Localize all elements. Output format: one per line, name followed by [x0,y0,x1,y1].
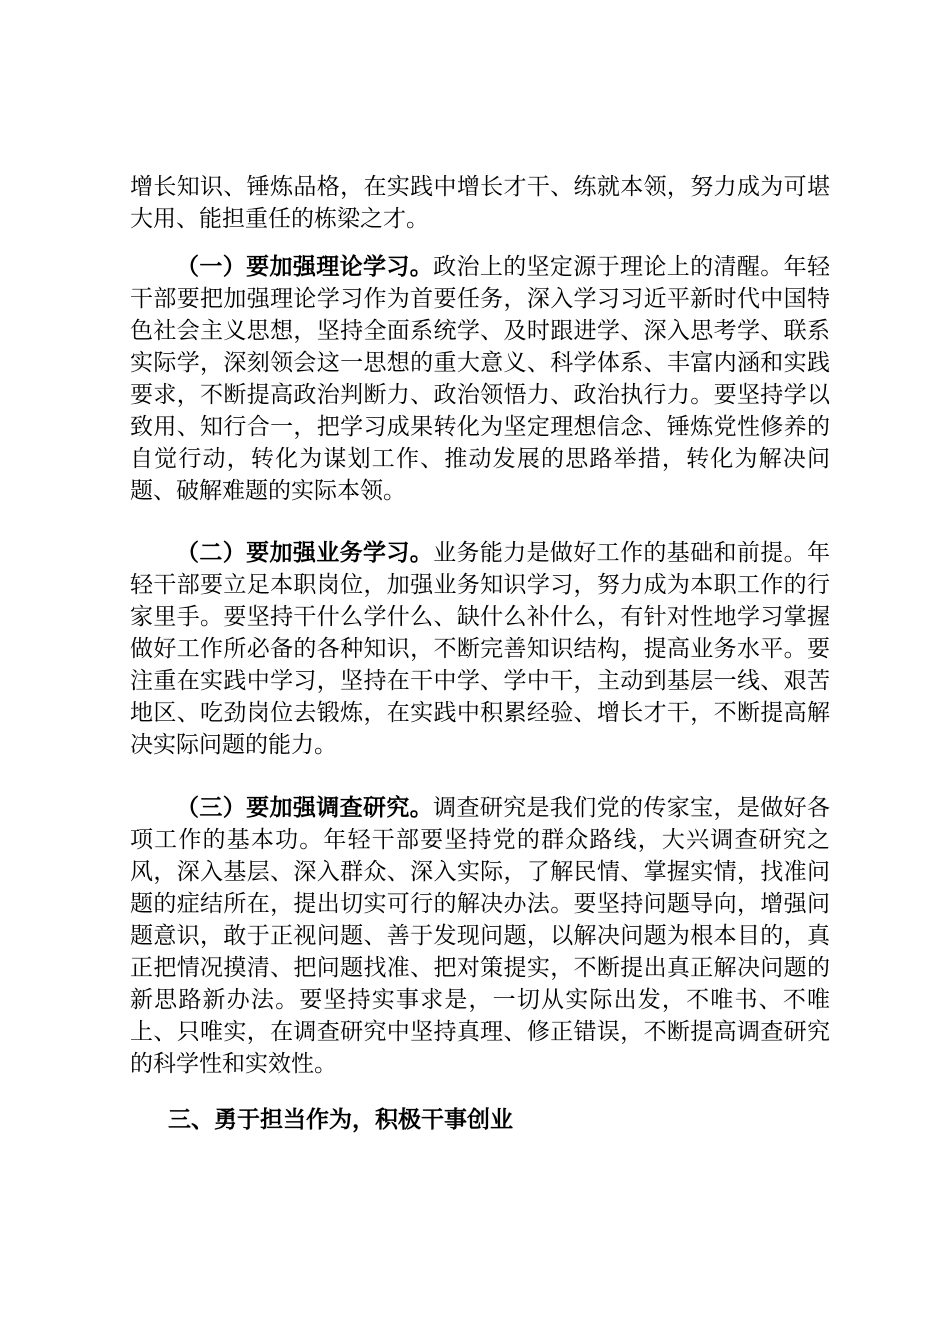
paragraph-business-study [130,537,830,761]
section-heading-three: 三、勇于担当作为，积极干事创业 [168,1107,513,1133]
paragraph-theory-study-heading: （一）要加强理论学习。 [176,254,434,280]
paragraph-investigation-research [130,792,830,1080]
paragraph-investigation-research-heading: （三）要加强调查研究。 [176,795,434,821]
paragraph-business-study-heading: （二）要加强业务学习。 [176,540,434,566]
intro-paragraph [130,171,830,235]
paragraph-business-study-text: 业务能力是做好工作的基础和前提。年轻干部要立足本职岗位，加强业务知识学习，努力成为本职工作的行家里手。要坚持干什么学什么、缺什么补什么，有针对性地学习掌握做好工作所必备的各种知识，不断完善知识结构，提高业务水平。要注重在实践中学习，坚持在干中学、学中干，主动到基层一线、艰苦地区、吃劲岗位去锻炼，在实践中积累经验、增长才干，不断提高解决实际问题的能力。 [130,540,831,758]
paragraph-investigation-research-text: 调查研究是我们党的传家宝，是做好各项工作的基本功。年轻干部要坚持党的群众路线，大兴调查研究之风，深入基层、深入群众、深入实际，了解民情、掌握实情，找准问题的症结所在，提出切实可行的解决办法。要坚持问题导向，增强问题意识，敢于正视问题、善于发现问题，以解决问题为根本目的，真正把情况摸清、把问题找准、把对策提实，不断提出真正解决问题的新思路新办法。要坚持实事求是，一切从实际出发，不唯书、不唯上、只唯实，在调查研究中坚持真理、修正错误，不断提高调查研究的科学性和实效性。 [130,795,831,1077]
intro-paragraph-text: 增长知识、锤炼品格，在实践中增长才干、练就本领，努力成为可堪大用、能担重任的栋梁之才。 [130,174,830,232]
paragraph-theory-study-text: 政治上的坚定源于理论上的清醒。年轻干部要把加强理论学习作为首要任务，深入学习习近平新时代中国特色社会主义思想，坚持全面系统学、及时跟进学、深入思考学、联系实际学，深刻领会这一思想的重大意义、科学体系、丰富内涵和实践要求，不断提高政治判断力、政治领悟力、政治执行力。要坚持学以致用、知行合一，把学习成果转化为坚定理想信念、锤炼党性修养的自觉行动，转化为谋划工作、推动发展的思路举措，转化为解决问题、破解难题的实际本领。 [130,254,831,504]
paragraph-theory-study [130,251,830,507]
